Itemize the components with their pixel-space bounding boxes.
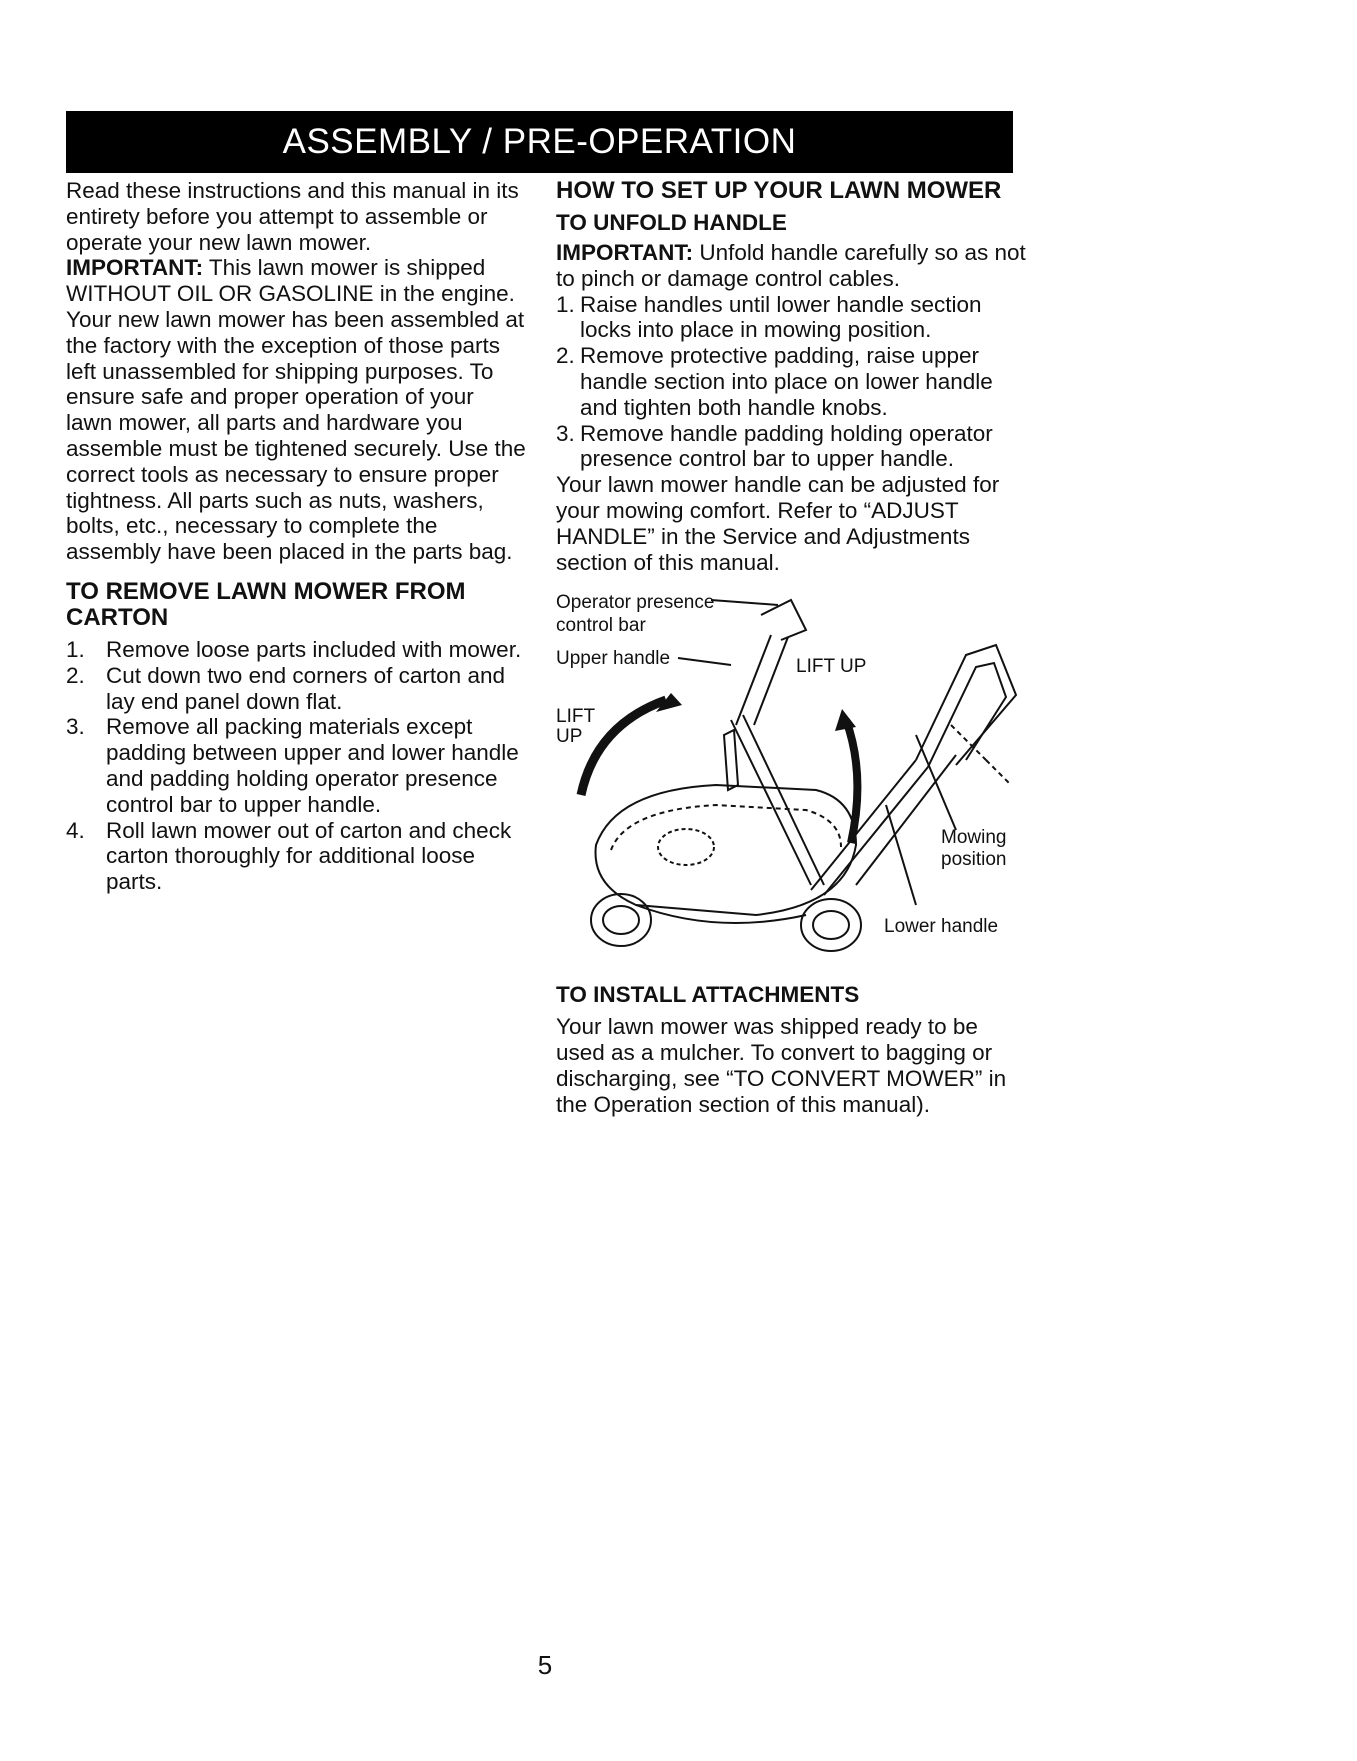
step-text: Remove protective padding, raise upper handle section into place on lower handle and tighten both handle knobs. (580, 343, 993, 420)
attach-heading: TO INSTALL ATTACHMENTS (556, 982, 860, 1008)
position-label: position (941, 849, 1007, 871)
list-item (66, 818, 526, 895)
list-item (556, 343, 1026, 420)
step-number: 4. (66, 817, 85, 843)
page-number: 5 (537, 1650, 553, 1680)
important-label: IMPORTANT: (556, 240, 694, 265)
important-text: This lawn mower is shipped WITHOUT OIL OR GASOLINE in the engine. (66, 255, 515, 307)
step-text: Roll lawn mower out of carton and check carton thoroughly for additional loose parts. (106, 817, 512, 895)
attach-paragraph: Your lawn mower was shipped ready to be used as a mulcher. To convert to bagging or discharging, see “TO CONVERT MOWER” in the Operation section of this manual). (556, 1014, 1007, 1117)
remove-steps (66, 637, 526, 895)
upper-handle-label: Upper handle (556, 648, 671, 670)
right-column (556, 178, 1026, 1118)
lift-up-right-label: LIFT UP (796, 656, 867, 678)
step-text: Remove loose parts included with mower. (106, 636, 522, 662)
step-number: 1. (556, 291, 575, 317)
left-column (66, 178, 526, 895)
unfold-steps (556, 292, 1026, 473)
step-text: Raise handles until lower handle section locks into place in mowing position. (580, 291, 982, 343)
assembled-paragraph: Your new lawn mower has been assembled at the factory with the exception of those parts left unassembled for shipping purposes. To ensure safe and proper operation of your lawn mower, all parts and hardware you assemble must be tightened securely. Use the correct tools as necessary to ensure proper tightness. All parts such as nuts, washers, bolts, etc., necessary to complete the assembly have been placed in the parts bag. (66, 306, 526, 565)
list-item (556, 421, 1026, 473)
remove-heading: TO REMOVE LAWN MOWER FROM CARTON (66, 577, 466, 631)
list-item (66, 663, 526, 715)
important-label: IMPORTANT: (66, 255, 204, 281)
important-paragraph (556, 240, 1026, 292)
unfold-heading: TO UNFOLD HANDLE (556, 210, 787, 235)
adjust-paragraph: Your lawn mower handle can be adjusted for your mowing comfort. Refer to “ADJUST HANDLE” in the Service and Adjustments section of this manual. (556, 472, 1000, 575)
handle-figure (556, 585, 1026, 970)
list-item (66, 714, 526, 817)
lawn-mower-illustration (556, 585, 1026, 970)
operator-presence-label: Operator presence control bar (556, 592, 715, 637)
step-text: Cut down two end corners of carton and lay end panel down flat. (106, 662, 505, 714)
section-banner: ASSEMBLY / PRE-OPERATION (66, 111, 1013, 173)
intro-paragraph: Read these instructions and this manual in its entirety before you attempt to assemble or operate your new lawn mower. (66, 178, 519, 255)
step-number: 1. (66, 636, 85, 662)
step-text: Remove handle padding holding operator presence control bar to upper handle. (580, 420, 993, 472)
important-text: Unfold handle carefully so as not to pinch or damage control cables. (556, 240, 1026, 291)
important-paragraph (66, 255, 526, 307)
step-text: Remove all packing materials except padding between upper and lower handle and padding holding operator presence control bar to upper handle. (106, 714, 519, 817)
lift-left-label: LIFT (556, 706, 596, 728)
lower-handle-label: Lower handle (884, 916, 999, 938)
mowing-label: Mowing (941, 827, 1007, 849)
step-number: 3. (556, 420, 575, 446)
up-left-label: UP (556, 726, 583, 748)
step-number: 2. (556, 343, 575, 369)
list-item (66, 637, 526, 663)
step-number: 2. (66, 662, 85, 688)
list-item (556, 292, 1026, 344)
setup-heading: HOW TO SET UP YOUR LAWN MOWER (556, 177, 1002, 204)
step-number: 3. (66, 714, 85, 740)
